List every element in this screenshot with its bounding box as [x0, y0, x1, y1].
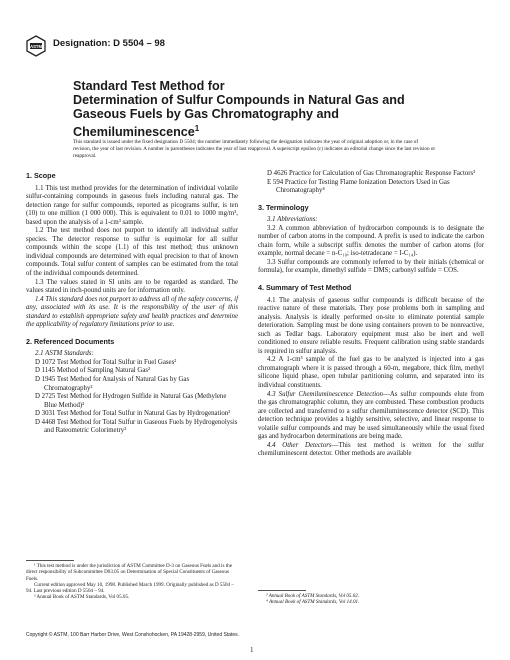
reference-item: D 1945 Test Method for Analysis of Natural Gas by Gas Chromatography²	[35, 376, 190, 392]
footnote-rule-right	[258, 590, 306, 591]
para-4-1: 4.1 The analysis of gaseous sulfur compounds is difficult because of the reactive nature of these materials. They pose problems both in sampling and analysis. Analysis is ideally performed on-site to eliminate potential sample deterioration. Sampling must be done using containers proven to be nonreactive, such as Tedlar bags. Laboratory equipment must also be inert and well conditioned to ensure reliable results. Frequent calibration using stable standards is required in sulfur analysis.	[258, 296, 484, 355]
summary-heading: 4. Summary of Test Method	[258, 283, 352, 293]
reference-item: E 594 Practice for Testing Flame Ionization Detectors Used in Gas Chromatography⁴	[267, 178, 450, 195]
footnotes-left	[26, 563, 238, 601]
footnotes-right	[258, 593, 484, 606]
copyright-notice: Copyright © ASTM, 100 Barr Harbor Drive, West Conshohocken, PA 19428-2959, United States.	[26, 632, 240, 638]
footnote-4: ⁴ Annual Book of ASTM Standards, Vol 14.01.	[266, 599, 360, 606]
footnote-rule-left	[26, 560, 74, 561]
scope-heading: 1. Scope	[26, 171, 56, 180]
para-3-2: 3.2 A common abbreviation of hydrocarbon compounds is to designate the number of carbon atoms in the compound. A prefix is used to indicate the carbon chain form, while a subscript suffix denotes the number of carbon atoms (for example, normal decane = n-C₁₀; iso-tetradecane = I-C₁₄).	[258, 224, 484, 258]
reference-list	[26, 359, 238, 436]
para-1-3: 1.3 The values stated in SI units are to be regarded as standard. The values stated in inch-pound units are for information only.	[26, 278, 238, 295]
title-line-1: Standard Test Method for	[73, 79, 225, 93]
page-number: 1	[250, 646, 254, 654]
para-4-3	[258, 391, 484, 442]
footnote-1: ¹ This test method is under the jurisdiction of ASTM Committee D-3 on Gaseous Fuels and is the direct responsibility of Subcommittee D03.05 on Determination of Special Constituents of Gaseous Fuels.	[26, 563, 232, 582]
designation: Designation: D 5504 – 98	[53, 38, 165, 49]
referenced-documents-heading: 2. Referenced Documents	[26, 336, 115, 346]
astm-logo	[26, 35, 46, 57]
reference-item: D 4626 Practice for Calculation of Gas Chromatographic Response Factors³	[267, 170, 476, 177]
right-column	[258, 170, 484, 459]
para-4-4-label: 4.4 Other Detectors	[267, 441, 332, 449]
para-3-1: 3.1 Abbreviations:	[267, 216, 318, 224]
reference-item: D 4468 Test Method for Total Sulfur in Gaseous Fuels by Hydrogenolysis and Rateometric Colorimetry²	[35, 418, 238, 435]
para-4-4	[258, 442, 484, 459]
para-4-3-label: 4.3 Sulfur Chemiluminescence Detection	[267, 390, 383, 398]
document-title	[73, 79, 413, 139]
left-column	[26, 172, 238, 436]
para-1-4: 1.4 This standard does not purport to address all of the safety concerns, if any, associated with its use. It is the responsibility of the user of this standard to establish appropriate safety and health practices and determine the applicability of regulatory limitations prior to use.	[26, 295, 238, 329]
astm-standards-subheading: 2.1 ASTM Standards:	[35, 350, 94, 358]
para-4-4-text: —This test method is written for the sulfur chemiluminescent detector. Other methods are available	[258, 441, 484, 458]
reference-item: D 1072 Test Method for Total Sulfur in Fuel Gases²	[35, 358, 177, 366]
footnote-2: ² Annual Book of ASTM Standards, Vol 05.05.	[34, 594, 130, 601]
para-1-2: 1.2 The test method does not purport to identify all individual sulfur species. The detector response to sulfur is equimolar for all sulfur compounds within the scope (1.1) of this test method; thus unknown individual compounds are determined with equal precision to that of known compounds. Total sulfur content of samples can be estimated from the total of the individual compounds determined.	[26, 227, 238, 278]
terminology-heading: 3. Terminology	[258, 202, 309, 212]
title-line-2: Determination of Sulfur Compounds in Natural Gas and	[73, 93, 405, 108]
reference-list-continued	[258, 170, 484, 196]
reference-item: D 3031 Test Method for Total Sulfur in Natural Gas by Hydrogenation²	[35, 410, 231, 418]
svg-text:ASTM: ASTM	[30, 43, 42, 49]
para-4-2: 4.2 A 1-cm³ sample of the fuel gas to be analyzed is injected into a gas chromatograph where it is passed through a 60-m, megabore, thick film, methyl silicone liquid phase, open tubular partitioning column, and separated into its individual constituents.	[258, 356, 484, 390]
para-4-3-text: —As sulfur compounds elute from the gas chromatographic column, they are combusted. These combustion products are collected and transferred to a sulfur chemiluminescence detector (SCD). This detection technique provides a highly sensitive, selective, and linear response to volatile sulfur compounds and may be used simultaneously while the usual fixed gas and hydrocarbon determinations are being made.	[258, 390, 484, 441]
title-line-4: Chemiluminescence$^1$	[73, 123, 200, 139]
standard-notice: This standard is issued under the fixed designation D 5504; the number immediately following the designation indicates the year of original adoption or, in the case of revision, the year of last revision. A number in parentheses indicates the year of last reapproval. A superscript epsilon (ε) indicates an editorial change since the last revision or reapproval.	[73, 139, 436, 159]
footnote-1-edition: Current edition approved May 10, 1998. Published March 1999. Originally published as D 5504 – 94. Last previous edition D 5504 – 94.	[26, 581, 234, 595]
reference-item: D 2725 Test Method for Hydrogen Sulfide in Natural Gas (Methylene Blue Method)²	[35, 393, 227, 409]
title-line-3: Gaseous Fuels by Gas Chromatography and	[73, 107, 339, 122]
para-1-1: 1.1 This test method provides for the determination of individual volatile sulfur-containing compounds in gaseous fuels including natural gas. The detection range for sulfur compounds, reported as picograms sulfur, is ten (10) to one million (1 000 000). This is equivalent to 0.01 to 1000 mg/m³, based upon the analysis of a 1-cm³ sample.	[26, 184, 238, 226]
title-footnote-mark: 1	[194, 123, 200, 133]
footnote-3: ³ Annual Book of ASTM Standards, Vol 05.02.	[266, 593, 360, 599]
para-3-3: 3.3 Sulfur compounds are commonly referred to by their initials (chemical or formula), for example, dimethyl sulfide = DMS; carbonyl sulfide = COS.	[258, 258, 484, 275]
reference-item: D 1145 Method of Sampling Natural Gas²	[35, 367, 151, 375]
